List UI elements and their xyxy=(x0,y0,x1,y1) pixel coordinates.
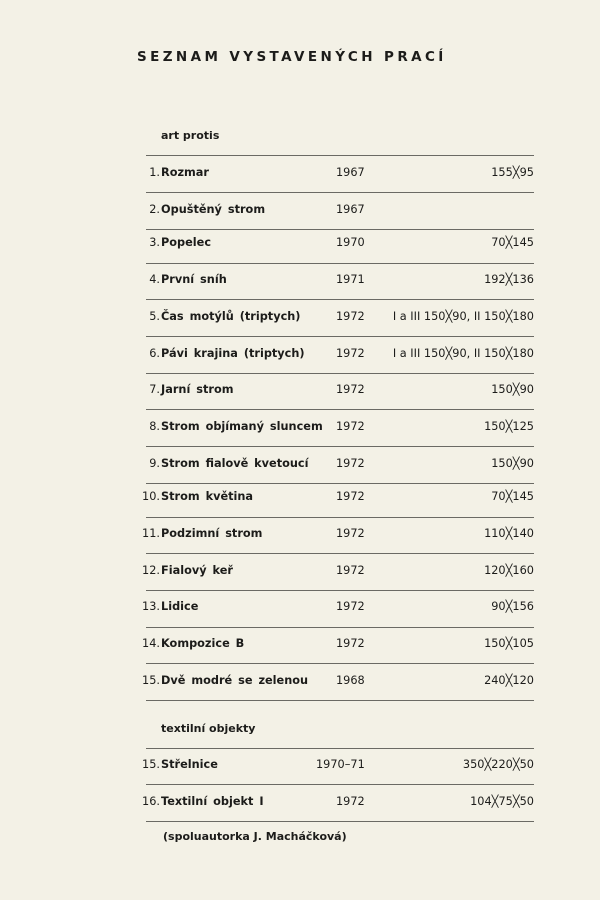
item-title: Podzimní strom xyxy=(161,527,263,540)
item-number: 6. xyxy=(149,347,160,360)
item-number: 8. xyxy=(149,420,160,433)
item-title: Střelnice xyxy=(161,758,218,771)
item-year: 1972 xyxy=(336,490,365,503)
item-number: 12. xyxy=(142,564,160,577)
divider xyxy=(146,299,534,300)
item-dimensions: 70╳145 xyxy=(491,236,534,249)
divider xyxy=(146,336,534,337)
list-item xyxy=(140,163,534,183)
item-year: 1972 xyxy=(336,600,365,613)
list-item xyxy=(140,755,534,775)
item-title: Strom květina xyxy=(161,490,254,503)
divider xyxy=(146,553,534,554)
list-item xyxy=(140,233,534,253)
divider xyxy=(146,700,534,701)
co-author-note: (spoluautorka J. Macháčková) xyxy=(163,830,347,843)
divider xyxy=(146,517,534,518)
list-item xyxy=(140,524,534,544)
item-dimensions: 155╳95 xyxy=(491,166,534,179)
divider xyxy=(146,446,534,447)
divider xyxy=(146,483,534,484)
item-title: Fialový keř xyxy=(161,564,233,577)
divider xyxy=(146,192,534,193)
item-dimensions: 150╳90 xyxy=(491,457,534,470)
item-number: 2. xyxy=(149,203,160,216)
list-item xyxy=(140,561,534,581)
list-item xyxy=(140,270,534,290)
item-number: 15. xyxy=(142,758,160,771)
divider xyxy=(146,409,534,410)
item-year: 1972 xyxy=(336,637,365,650)
item-title: Strom objímaný sluncem xyxy=(161,420,323,433)
divider xyxy=(146,663,534,664)
item-dimensions: 192╳136 xyxy=(484,273,534,286)
item-title: Rozmar xyxy=(161,166,210,179)
item-number: 1. xyxy=(149,166,160,179)
list-item xyxy=(140,634,534,654)
item-year: 1970–71 xyxy=(316,758,365,771)
item-year: 1972 xyxy=(336,795,365,808)
item-number: 10. xyxy=(142,490,160,503)
item-title: Textilní objekt I xyxy=(161,795,264,808)
item-dimensions: 240╳120 xyxy=(484,674,534,687)
list-item xyxy=(140,344,534,364)
item-dimensions: 110╳140 xyxy=(484,527,534,540)
item-dimensions: 150╳125 xyxy=(484,420,534,433)
list-item xyxy=(140,671,534,691)
item-dimensions: 150╳105 xyxy=(484,637,534,650)
divider xyxy=(146,821,534,822)
divider xyxy=(146,373,534,374)
item-number: 5. xyxy=(149,310,160,323)
item-dimensions: 150╳90 xyxy=(491,383,534,396)
item-title: Opuštěný strom xyxy=(161,203,266,216)
item-number: 11. xyxy=(142,527,160,540)
item-year: 1972 xyxy=(336,310,365,323)
item-number: 4. xyxy=(149,273,160,286)
item-number: 9. xyxy=(149,457,160,470)
list-item xyxy=(140,307,534,327)
list-item xyxy=(140,597,534,617)
divider xyxy=(146,748,534,749)
section-label-textilni-objekty: textilní objekty xyxy=(161,722,256,735)
item-year: 1967 xyxy=(336,166,365,179)
item-dimensions: 120╳160 xyxy=(484,564,534,577)
item-year: 1968 xyxy=(336,674,365,687)
page-title: SEZNAM VYSTAVENÝCH PRACÍ xyxy=(137,49,447,65)
section-label-art-protis: art protis xyxy=(161,129,220,142)
item-year: 1970 xyxy=(336,236,365,249)
item-year: 1972 xyxy=(336,457,365,470)
list-item xyxy=(140,792,534,812)
divider xyxy=(146,590,534,591)
item-title: Pávi krajina (triptych) xyxy=(161,347,305,360)
divider xyxy=(146,263,534,264)
item-year: 1971 xyxy=(336,273,365,286)
list-item xyxy=(140,417,534,437)
divider xyxy=(146,229,534,230)
item-title: Jarní strom xyxy=(161,383,234,396)
list-item xyxy=(140,454,534,474)
item-dimensions: 350╳220╳50 xyxy=(462,758,534,771)
item-title: Popelec xyxy=(161,236,212,249)
item-title: První sníh xyxy=(161,273,227,286)
item-dimensions: I a III 150╳90, II 150╳180 xyxy=(392,310,534,323)
item-year: 1972 xyxy=(336,347,365,360)
item-title: Strom fialově kvetoucí xyxy=(161,457,309,470)
item-number: 15. xyxy=(142,674,160,687)
list-item xyxy=(140,487,534,507)
item-dimensions: 90╳156 xyxy=(491,600,534,613)
divider xyxy=(146,784,534,785)
item-number: 3. xyxy=(149,236,160,249)
item-title: Čas motýlů (triptych) xyxy=(161,310,301,323)
list-item xyxy=(140,200,534,220)
item-year: 1972 xyxy=(336,527,365,540)
item-number: 13. xyxy=(142,600,160,613)
item-number: 16. xyxy=(142,795,160,808)
item-title: Kompozice B xyxy=(161,637,245,650)
item-dimensions: 70╳145 xyxy=(491,490,534,503)
divider xyxy=(146,627,534,628)
item-year: 1967 xyxy=(336,203,365,216)
item-number: 7. xyxy=(149,383,160,396)
divider xyxy=(146,155,534,156)
item-title: Lidice xyxy=(161,600,199,613)
item-year: 1972 xyxy=(336,564,365,577)
item-number: 14. xyxy=(142,637,160,650)
item-dimensions: I a III 150╳90, II 150╳180 xyxy=(392,347,534,360)
item-dimensions: 104╳75╳50 xyxy=(470,795,534,808)
list-item xyxy=(140,380,534,400)
item-year: 1972 xyxy=(336,420,365,433)
item-year: 1972 xyxy=(336,383,365,396)
item-title: Dvě modré se zelenou xyxy=(161,674,309,687)
